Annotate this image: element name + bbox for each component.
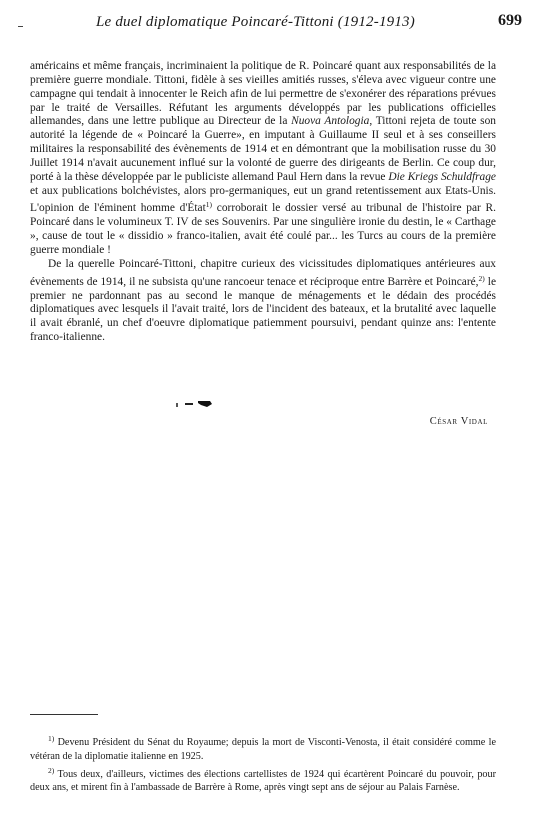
ink-smudge-dash: [185, 403, 193, 405]
paragraph-1-text-c: et aux publications bolchévistes, alors pro-germaniques, eut un grand retentissement aux Etats-Unis. L'opinion de l'éminent homme d'État: [30, 184, 496, 215]
paragraph-1-text-a: américains et même français, incriminaient la politique de R. Poincaré quant aux responsabilités de la première guerre mondiale. Tittoni, fidèle à ses vieilles amitiés russes, s'éleva avec vigueur contre une campagne qui tendait à innocenter le Reich afin de lui permettre de s'exonérer des réparations prévues par le traité de Versailles. Réfutant les arguments développés par les publications officielles allemandes, dans une lettre publique au Directeur de la: [30, 60, 496, 128]
page-number: 699: [498, 12, 522, 29]
footnote-ref-2: 2): [478, 273, 485, 283]
footnote-ref-1: 1): [205, 200, 213, 210]
running-title: Le duel diplomatique Poincaré-Tittoni (1912-1913): [96, 14, 415, 30]
paragraph-2: [30, 258, 496, 345]
ink-smudge: [176, 400, 214, 408]
journal-title-nuova-antologia: Nuova Antologia: [291, 115, 370, 128]
footnote-1: [30, 732, 496, 764]
footnote-2: [30, 764, 496, 796]
paragraph-2-text-a: De la querelle Poincaré-Tittoni, chapitre curieux des vicissitudes diplomatiques antérieures aux évènements de 1914, il ne subsista qu'une rancoeur tenace et réciproque entre Barrère et Poincaré,: [30, 257, 496, 288]
footnote-1-marker: 1): [48, 734, 55, 743]
margin-mark: [18, 26, 23, 27]
footnote-1-text: Devenu Président du Sénat du Royaume; depuis la mort de Visconti-Venosta, il était considéré comme le vétéran de la diplomatie italienne en 1925.: [30, 737, 496, 762]
ink-smudge-dot: [176, 403, 178, 407]
footnote-2-marker: 2): [48, 765, 55, 775]
footnote-separator: [30, 714, 98, 715]
paragraph-1: [30, 60, 496, 258]
journal-title-kriegs-schuldfrage: Die Kriegs Schuldfrage: [388, 170, 496, 183]
paragraph-1-text-b: , Tittoni rejeta de toute son autorité la légende de « Poincaré la Guerre», en imputant à Guillaume II seul et à ses conseillers militaires la responsabilité des évènements de 1914 et en démontrant que la mobilisation russe du 30 Juillet 1914 n'avait aucunement influé sur la volonté de guerre des dirigeants de Berlin. Ce coup dur, porté à la thèse développée par le publiciste allemand Paul Hern dans la revue: [30, 115, 496, 183]
paragraph-1-text-d: corroborait le dossier versé au tribunal de l'histoire par R. Poincaré dans le volumineux T. IV de ses Souvenirs. Par une singulière ironie du destin, le « Carthage », cause de tout le « dissidio » franco-italien, avait été coulé par... les Turcs au cours de la première guerre mondiale !: [30, 202, 497, 256]
author-signature: César Vidal: [429, 416, 488, 427]
page-header: [18, 12, 530, 34]
footnotes: [30, 732, 496, 795]
footnote-2-text: Tous deux, d'ailleurs, victimes des élections cartellistes de 1924 qui écartèrent Poincaré du pouvoir, pour deux ans, et mirent fin à l'ambassade de Barrère à Rome, après vingt sept ans de séjour au Palais Farnèse.: [30, 768, 496, 794]
article-body: [30, 60, 496, 345]
ink-smudge-blot: [198, 401, 212, 407]
paragraph-2-text-b: le premier ne pardonnant pas au second le manque de ménagements et le dédain des procédés diplomatiques avec lesquels il l'avait traité, lors de l'incident des bateaux, et la brutalité avec laquelle il avait ébranlé, un chef d'oeuvre diplomatique patiemment poursuivi, pendant quinze ans: l'entente franco-italienne.: [30, 275, 496, 344]
